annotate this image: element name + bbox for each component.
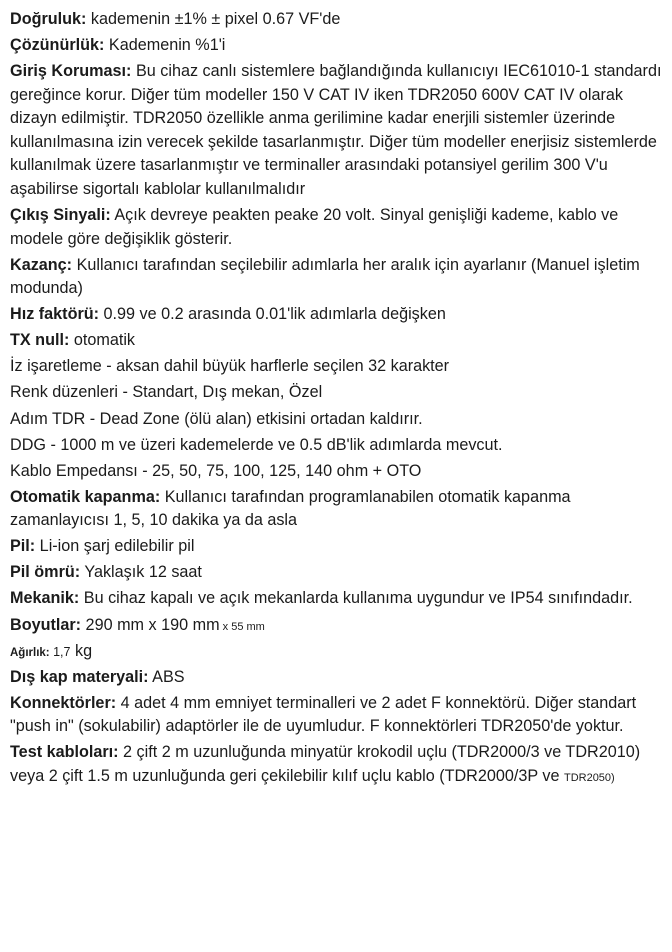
spec-value-boyutlar: 290 mm x 190 mm — [81, 615, 220, 634]
spec-label-boyutlar: Boyutlar: — [10, 615, 82, 634]
spec-line-dis-kap — [10, 666, 662, 690]
spec-value-boyutlar-suffix: x 55 mm — [219, 620, 265, 633]
spec-value-cikis-sinyali: Açık devreye peakten peake 20 volt. Sinyal genişliği kademe, kablo ve modele göre değişiklik gösterir. — [10, 206, 619, 248]
spec-label-agirlik: Ağırlık: — [10, 646, 50, 659]
spec-label-pil-omru: Pil ömrü: — [10, 563, 81, 582]
spec-value-kablo-empedansi: Kablo Empedansı - 25, 50, 75, 100, 125, 140 ohm + OTO — [10, 461, 422, 480]
spec-line-test-kablolari — [10, 741, 662, 788]
spec-value-iz-isaretleme: İz işaretleme - aksan dahil büyük harflerle seçilen 32 karakter — [10, 357, 450, 376]
spec-line-agirlik — [10, 640, 662, 664]
spec-line-kazanc — [10, 254, 662, 301]
spec-value-tx-null: otomatik — [69, 331, 136, 350]
spec-label-kazanc: Kazanç: — [10, 255, 73, 274]
spec-value-pil-omru: Yaklaşık 12 saat — [80, 563, 202, 582]
spec-label-otomatik-kapanma: Otomatik kapanma: — [10, 487, 161, 506]
spec-value-kazanc: Kullanıcı tarafından seçilebilir adımlarla her aralık için ayarlanır (Manuel işletim modunda) — [10, 255, 640, 298]
spec-label-test-kablolari: Test kabloları: — [10, 743, 119, 762]
spec-line-tx-null — [10, 329, 662, 353]
spec-label-mekanik: Mekanik: — [10, 589, 80, 608]
spec-value-giris-korumasi: Bu cihaz canlı sistemlere bağlandığında kullanıcıyı IEC61010-1 standardı gereğince korur. Diğer tüm modeller 150 V CAT IV iken TDR2050 600V CAT IV olarak dizayn edilmiştir. TDR2050 özellikle anma gerilimine kadar enerjili sistemler üzerinde kullanılmasına izin verecek şekilde tasarlanmıştır. Diğer tüm modeller enerjisiz sistemlerde kullanılmak üzere tasarlanmıştır ve terminaller arasındaki potansiyel gerilim 300 V'u aşabilirse sigortalı kablolar kullanılmalıdır — [10, 62, 662, 198]
spec-value-agirlik: 1,7 — [49, 644, 71, 659]
spec-line-dogruluk — [10, 8, 662, 32]
spec-label-giris-korumasi: Giriş Koruması: — [10, 62, 132, 81]
spec-label-cikis-sinyali: Çıkış Sinyali: — [10, 206, 111, 224]
spec-value-pil: Li-ion şarj edilebilir pil — [35, 537, 195, 556]
spec-value-dis-kap: ABS — [148, 667, 185, 686]
spec-label-cozunurluk: Çözünürlük: — [10, 36, 105, 55]
spec-line-giris-korumasi — [10, 60, 662, 201]
spec-value-adim-tdr: Adım TDR - Dead Zone (ölü alan) etkisini ortadan kaldırır. — [10, 409, 423, 428]
spec-label-dis-kap: Dış kap materyali: — [10, 667, 149, 686]
spec-value-otomatik-kapanma: Kullanıcı tarafından programlanabilen otomatik kapanma zamanlayıcısı 1, 5, 10 dakika ya da asla — [10, 487, 571, 530]
spec-line-konnektorler — [10, 692, 662, 739]
spec-value-dogruluk: kademenin ±1% ± pixel 0.67 VF'de — [86, 10, 341, 28]
spec-unit-agirlik: kg — [70, 641, 93, 660]
spec-value-mekanik: Bu cihaz kapalı ve açık mekanlarda kullanıma uygundur ve IP54 sınıfındadır. — [79, 589, 633, 608]
spec-value-cozunurluk: Kademenin %1'i — [104, 36, 226, 55]
spec-line-kablo-empedansi — [10, 460, 662, 484]
spec-label-hiz-faktoru: Hız faktörü: — [10, 305, 100, 324]
spec-line-adim-tdr — [10, 408, 662, 432]
spec-line-iz-isaretleme — [10, 355, 662, 379]
spec-label-tx-null: TX null: — [10, 331, 70, 350]
spec-value-test-kablolari-suffix: TDR2050) — [563, 771, 615, 784]
spec-line-cozunurluk — [10, 34, 662, 58]
spec-line-pil — [10, 535, 662, 559]
spec-line-cikis-sinyali — [10, 204, 662, 251]
spec-line-mekanik — [10, 587, 662, 611]
spec-value-test-kablolari: 2 çift 2 m uzunluğunda minyatür krokodil uçlu (TDR2000/3 ve TDR2010) veya 2 çift 1.5 m uzunluğunda geri çekilebilir kılıf uçlu kablo (TDR2000/3P ve — [10, 743, 641, 785]
spec-value-renk-duzenleri: Renk düzenleri - Standart, Dış mekan, Özel — [10, 383, 323, 402]
spec-label-pil: Pil: — [10, 537, 36, 556]
spec-line-pil-omru — [10, 561, 662, 585]
spec-value-konnektorler: 4 adet 4 mm emniyet terminalleri ve 2 adet F konnektörü. Diğer standart "push in" (sokulabilir) adaptörler ile de uyumludur. F konnektörleri TDR2050'de yoktur. — [10, 693, 637, 736]
spec-value-hiz-faktoru: 0.99 ve 0.2 arasında 0.01'lik adımlarla değişken — [99, 305, 446, 324]
spec-line-hiz-faktoru — [10, 303, 662, 327]
spec-label-dogruluk: Doğruluk: — [10, 10, 87, 28]
spec-line-otomatik-kapanma — [10, 486, 662, 533]
spec-value-ddg: DDG - 1000 m ve üzeri kademelerde ve 0.5 dB'lik adımlarda mevcut. — [10, 435, 503, 454]
spec-line-ddg — [10, 434, 662, 458]
spec-label-konnektorler: Konnektörler: — [10, 693, 117, 712]
spec-line-renk-duzenleri — [10, 381, 662, 405]
spec-line-boyutlar — [10, 614, 662, 638]
